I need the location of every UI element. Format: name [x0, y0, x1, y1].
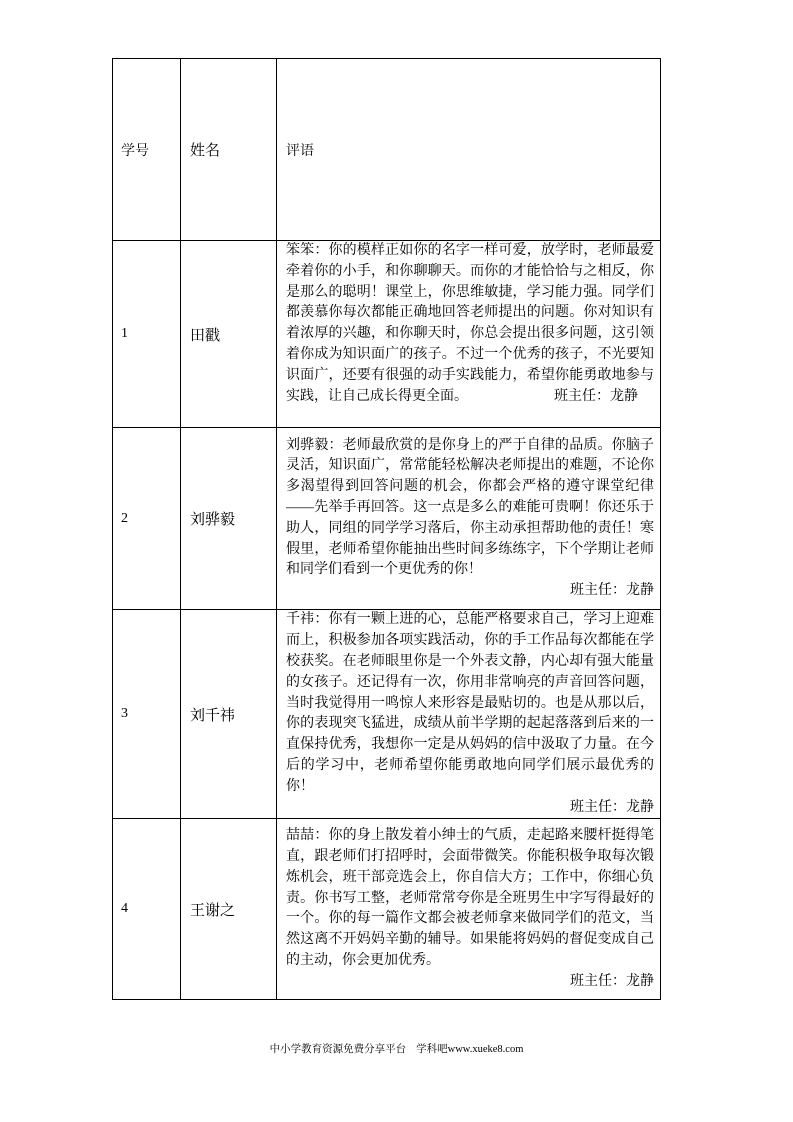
teacher-signature: 班主任：龙静 — [570, 973, 654, 989]
comment-text: 刘骅毅：老师最欣赏的是你身上的严于自律的品质。你脑子灵活，知识面广，常常能轻松解决老师提出的难题，不论你多渴望得到回答问题的机会，你都会严格的遵守课堂纪律——先举手再回答。这一点是多么的难能可贵啊！你还乐于助人，同组的同学学习落后，你主动承担帮助他的责任！寒假里，老师希望你能抽出些时间多练练字，下个学期让老师和同学们看到一个更优秀的你！ — [286, 437, 654, 578]
student-id-cell: 1 — [113, 241, 181, 428]
comment-cell — [277, 819, 661, 1000]
footer-platform-text: 中小学教育资源免费分享平台 — [269, 1044, 407, 1055]
student-id-cell: 4 — [113, 819, 181, 1000]
footer-site-text: 学科吧www.xueke8.com — [416, 1044, 524, 1055]
comment-text: 笨笨：你的模样正如你的名字一样可爱，放学时，老师最爱牵着你的小手，和你聊聊天。而你的才能恰恰与之相反，你是那么的聪明！课堂上，你思维敏捷，学习能力强。同学们都羡慕你每次都能正确地回答老师提出的问题。你对知识有着浓厚的兴趣，和你聊天时，你总会提出很多问题，这引领着你成为知识面广的孩子。不过一个优秀的孩子，不光要知识面广，还要有很强的动手实践能力，希望你能勇敢地参与实践，让自己成长得更全面。 — [286, 243, 654, 404]
table-row — [113, 241, 661, 428]
table-row — [113, 428, 661, 610]
table-header-row — [113, 59, 661, 241]
teacher-signature: 班主任：龙静 — [570, 583, 654, 599]
teacher-signature: 班主任：龙静 — [554, 388, 638, 404]
student-name-cell: 刘骅毅 — [181, 428, 277, 610]
student-name-cell: 王谢之 — [181, 819, 277, 1000]
header-comment: 评语 — [277, 59, 661, 241]
comment-cell — [277, 241, 661, 428]
student-id-cell: 3 — [113, 610, 181, 819]
comment-text: 千祎：你有一颗上进的心，总能严格要求自己，学习上迎难而上，积极参加各项实践活动，你的手工作品每次都能在学校获奖。在老师眼里你是一个外表文静，内心却有强大能量的女孩子。还记得有一次，你用非常响亮的声音回答问题，当时我觉得用一鸣惊人来形容是最贴切的。也是从那以后，你的表现突飞猛进，成绩从前半学期的起起落落到后来的一直保持优秀，我想你一定是从妈妈的信中汲取了力量。在今后的学习中，老师希望你能勇敢地向同学们展示最优秀的你！ — [286, 612, 654, 794]
table-row — [113, 610, 661, 819]
student-id-cell: 2 — [113, 428, 181, 610]
student-name-cell: 刘千祎 — [181, 610, 277, 819]
comment-cell — [277, 428, 661, 610]
student-name-cell: 田戳 — [181, 241, 277, 428]
student-comments-table — [112, 58, 661, 1000]
header-student-id: 学号 — [113, 59, 181, 241]
teacher-signature: 班主任：龙静 — [570, 799, 654, 815]
comment-text: 喆喆：你的身上散发着小绅士的气质，走起路来腰杆挺得笔直，跟老师们打招呼时，会面带微笑。你能积极争取每次锻炼机会，班干部竞选会上，你自信大方；工作中，你细心负责。你书写工整，老师常常夸你是全班男生中字写得最好的一个。你的每一篇作文都会被老师拿来做同学们的范文，当然这离不开妈妈辛勤的辅导。如果能将妈妈的督促变成自己的主动，你会更加优秀。 — [286, 828, 654, 968]
table-row — [113, 819, 661, 1000]
header-student-name: 姓名 — [181, 59, 277, 241]
comment-cell — [277, 610, 661, 819]
page-footer — [0, 1043, 793, 1057]
